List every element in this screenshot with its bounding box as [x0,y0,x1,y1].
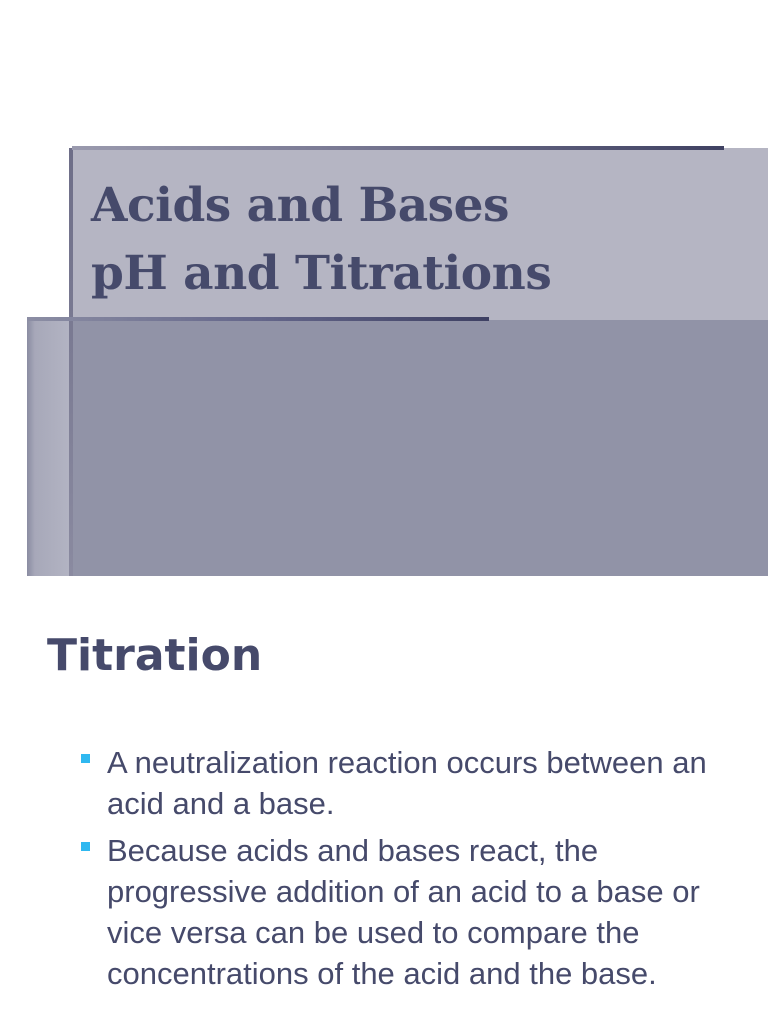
bullet-list [79,742,749,1000]
slide-title-line-1: Acids and Bases [91,178,509,233]
slide-title [91,172,551,308]
side-tab-decoration [27,318,71,576]
content-heading: Titration [47,630,263,681]
square-bullet-icon [81,754,90,763]
title-top-rule [72,146,724,150]
bullet-item [79,742,749,824]
title-left-edge-line [69,148,73,576]
bullet-text: Because acids and bases react, the progressive addition of an acid to a base or vice versa can be used to compare the concentrations of the acid and the base. [107,833,700,991]
bullet-text: A neutralization reaction occurs between an acid and a base. [107,745,707,821]
bullet-item [79,830,749,994]
square-bullet-icon [81,842,90,851]
content-slide [0,600,768,1024]
slide-title-line-2: pH and Titrations [91,246,552,301]
lower-band [72,320,768,576]
title-bottom-rule [27,317,489,321]
